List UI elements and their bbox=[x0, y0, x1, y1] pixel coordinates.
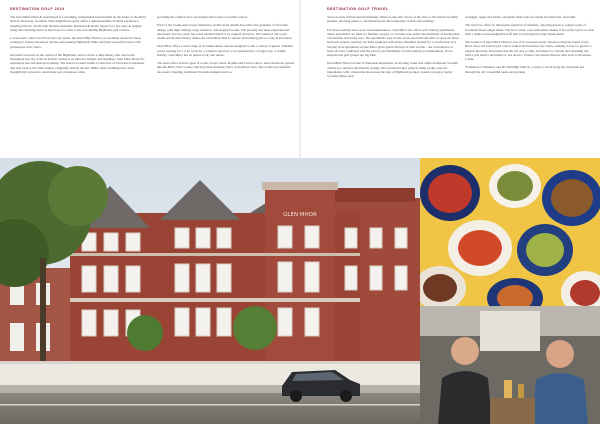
right-running-header: DESTINATION GOLF TRAVEL bbox=[327, 7, 389, 11]
paragraph: The hotel offers several types of rooms, from Classic Double and Twin rooms to more luxurious options like the River View rooms, which provide stunning views of the River Ness. The rooms are tastefully decorated, blending traditional Scottish elements such as bbox=[157, 61, 295, 74]
food-illustration bbox=[420, 158, 600, 306]
right-text-column-2 bbox=[465, 15, 595, 78]
paragraph: The Glen Mhor Hotel & Apartments is a charming, independent hotel nestled on the banks of the River Ness in Inverness, Scotland. This delightful property offers a quintessentially Scottish experience, blending historic charm with modern amenities. Desmond & Kevin stayed for a few days in August, using this charming hotel as their base for visits to the surrounding Highlands golf courses. bbox=[10, 15, 147, 32]
paragraph: Inverness is known as the capital of the Highlands, and it carries a deep history that can be felt throughout the city, from its ancient castles to its intricate bridges and buildings. Glen Mhor Hotel fits seamlessly into this historical setting. The hotel is housed within a collection of Victorian townhouses that date back to the 19th century. Originally built in the late 1800s, these buildings have been thoughtfully restored to retain their period features while bbox=[10, 52, 145, 74]
paragraph: The hotel bar offers an impressive selection of whiskies, allowing guests to sample some of Scotland's finest single malts. The bar's warm, cosy atmosphere makes it the perfect place to relax with a drink as knowledgeable staff talk you through the large drinks menu. bbox=[465, 23, 595, 36]
right-text-column-1 bbox=[327, 15, 460, 82]
paragraph: Located just a short stroll from the city centre, the Glen Mhor Hotel is an excellent choice for those wanting to explore Inverness and the surrounding Highlands while enjoying a peaceful retreat with picturesque river views. bbox=[10, 36, 142, 49]
paragraph: Each of the townhouses boasts distinctive architectural details that reflect the grandeur of Victorian design, with high ceilings, large windows, and elegant facades. The property has been expanded and renovated over the years, but it has retained much of its original character. This blend of old-world charm and modern luxury makes the Glen Mhor Hotel a unique and inviting place to stay in Inverness. bbox=[157, 23, 293, 40]
hotel-building-photo bbox=[0, 158, 420, 424]
building-sign: GLEN MHOR bbox=[283, 212, 317, 218]
left-text-column-2 bbox=[157, 15, 295, 78]
paragraph: providing the comfort and convenience that today's travellers expect. bbox=[157, 15, 248, 19]
left-text-column-1 bbox=[10, 15, 148, 78]
restaurant-diners-photo bbox=[420, 306, 600, 424]
paragraph: tartan accents with modern furnishings. Many rooms offer views of the river or the hotel's beautiful gardens, allowing guests to feel immersed in the tranquility of their surroundings. bbox=[327, 15, 459, 24]
paragraph: For those seeking more space and independence, Glen Mhor also offers self-catering apartments. These apartments are ideal for families, groups, or travelers who prefer the flexibility of having their own kitchen and living area. The apartments vary in size, from one-bedroom units to spacious three-bedroom options, and they are fully equipped with all the amenities needed for a comfortable stay. Staying in an apartment at Glen Mhor gives guests the best of both worlds – the convenience of hotel services combined with the privacy and flexibility of self-catering accommodation. It's no surprise that golf groups are big fans! bbox=[327, 27, 460, 57]
paragraph: The location of Glen Mhor Hotel is one of its strongest assets. Situated along the banks of the River Ness, the hotel is just a short walk from Inverness city centre, making it easy for guests to explore the many attractions that the city has to offer. Inverness is a vibrant and charming city, with a rich history and plenty to see and do. Visitors can explore historic sites such as Inverness Castle, bbox=[465, 40, 592, 61]
diners-illustration bbox=[420, 306, 600, 424]
paragraph: Glen Mhor Hotel is home to Waterside Restaurant, an inviting venue that offers traditional Scottish cuisine in a relaxed and friendly setting. The restaurant takes pride in using locally sourced ingredients, with a menu that showcases the best of Highland produce. Guests can enjoy hearty Scottish dishes such bbox=[327, 61, 458, 78]
paragraph: St Andrew's Cathedral, and the Old High Church, or enjoy a stroll along the riverbank and through the city's beautiful parks and gardens. bbox=[465, 65, 584, 74]
food-platters-photo bbox=[420, 158, 600, 306]
paragraph: as haggis, neeps and tatties, alongside fresh seafood, tender Scottish beef, and lamb. bbox=[465, 15, 576, 19]
paragraph: Glen Mhor offers a wide range of accommodation options designed to suit a variety of guests. Whether you're looking for a cozy room for a romantic getaway or an apartment for a longer stay or family holiday, Glen Mhor has an option to fit your needs. bbox=[157, 44, 294, 57]
left-running-header: DESTINATION GOLF 2024 bbox=[10, 7, 65, 11]
hotel-building-illustration bbox=[0, 158, 420, 424]
